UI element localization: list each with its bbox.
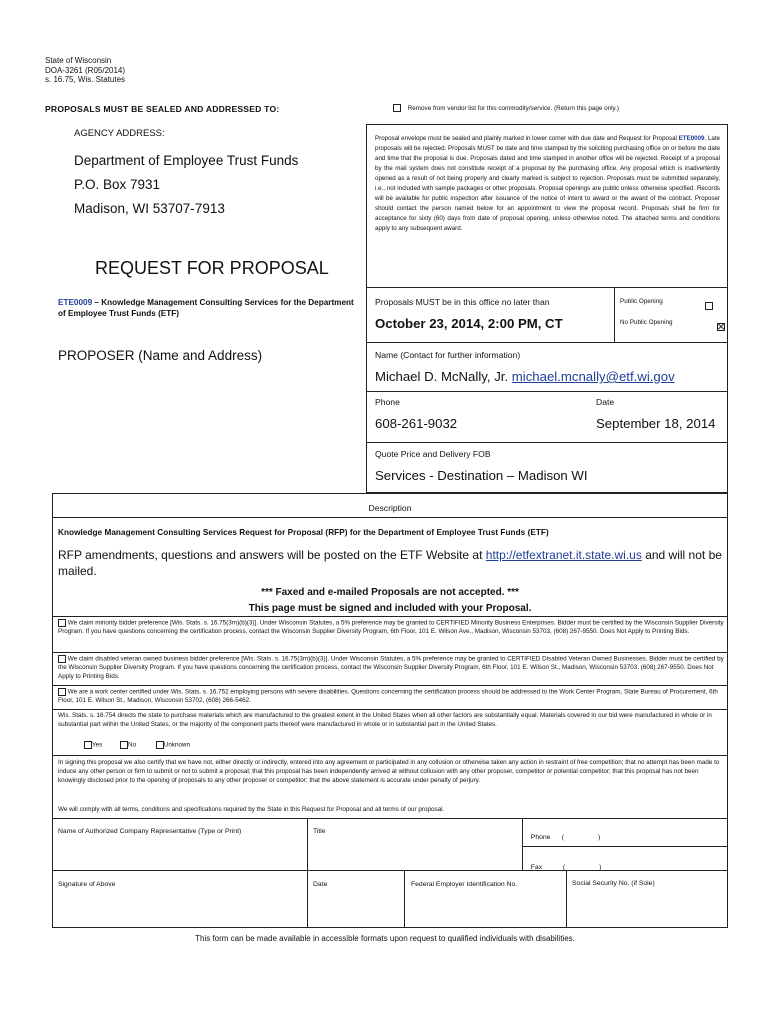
deadline-label: Proposals MUST be in this office no later than [375, 297, 550, 307]
unknown-checkbox[interactable] [156, 741, 164, 749]
phone-label: Phone [375, 397, 400, 407]
manufactured-options [84, 741, 190, 750]
description-title: Knowledge Management Consulting Services Request for Proposal (RFP) for the Department of Employee Trust Funds (ETF) [58, 528, 549, 537]
remove-vendor-label: Remove from vendor list for this commodity/service. (Return this page only.) [407, 104, 620, 112]
veteran-preference-checkbox[interactable] [58, 655, 66, 663]
unknown-label: Unknown [163, 741, 191, 749]
form-number: DOA-3261 (R05/2014) [45, 65, 126, 75]
contact-label: Name (Contact for further information) [375, 350, 521, 360]
ssn-label: Social Security No. (if Sole) [572, 880, 655, 887]
work-center-text: We are a work center certified under Wis. Stats. s. 16.752 employing persons with severe disabilities. Questions concerning the certification process should be addressed to the Work Center Program, State Bureau of Procurement, 6th Floor, 101 E. Wilson St., Madison, Wisconsin 53702, (608) 266-5462. [58, 688, 718, 705]
signature-notice: This page must be signed and included with your Proposal. [248, 603, 532, 614]
form-header [45, 56, 245, 85]
contact-email-link[interactable]: michael.mcnally@etf.wi.gov [511, 369, 675, 384]
certification-text: In signing this proposal we also certify that we have not, either directly or indirectly, entered into any agreement or participated in any collusion or otherwise taken any action in restraint of free competition; that no attempt has been made to induce any other person or firm to submit or not to submit a proposal; that this proposal has been independently arrived at without collusion with any other proposer, competitor or potential competitor; that this proposal has not been knowingly disclosed prior to the opening of proposals to any other proposer or competitor; that the above statement is accurate under penalty of perjury. [58, 759, 720, 784]
work-center-checkbox[interactable] [58, 688, 66, 696]
phone-field[interactable] [527, 825, 600, 843]
agency-city: Madison, WI 53707-7913 [74, 201, 225, 216]
project-name: – Knowledge Management Consulting Services for the Department of Employee Trust Funds (ETF) [58, 298, 354, 318]
work-center [58, 688, 724, 706]
no-public-opening-label: No Public Opening [620, 319, 673, 326]
minority-preference-text: We claim minority bidder preference [Wis. Stats. s. 16.75(3m)(b)(3)]. Under Wisconsin Statutes, a 5% preference may be granted to CERTIFIED Minority Business Enterprises. Bidder must be certified by the Wisconsin Supplier Diversity Program. If you have questions concerning the certification process, contact the Wisconsin Supplier Diversity Program, 6th Floor, 101 E. Wilson Ave., Madison, Wisconsin 53703, (608) 267-9550. Does Not Apply to Printing Bids. [58, 619, 724, 636]
yes-checkbox[interactable] [84, 741, 92, 749]
sealed-heading: PROPOSALS MUST BE SEALED AND ADDRESSED TO: [45, 104, 280, 114]
contact-info [375, 369, 675, 384]
no-public-opening-checkbox[interactable] [717, 323, 725, 331]
fax-field[interactable] [527, 855, 601, 873]
description-label: Description [368, 503, 412, 513]
etf-website-link[interactable]: http://etfextranet.it.state.wi.us [485, 548, 642, 562]
public-opening-label: Public Opening [620, 298, 663, 305]
sig-date-label: Date [313, 881, 328, 888]
deadline-value: October 23, 2014, 2:00 PM, CT [375, 316, 563, 331]
amendments-notice: RFP amendments, questions and answers will be posted on the ETF Website at http://etfextranet.it.state.wi.us and will not be mailed. [58, 548, 722, 578]
agency-address-label: AGENCY ADDRESS: [74, 128, 165, 139]
agency-name: Department of Employee Trust Funds [74, 153, 299, 168]
public-opening-checkbox[interactable] [705, 302, 713, 310]
project-id: ETE0009 [58, 298, 93, 307]
issue-date: September 18, 2014 [596, 416, 716, 431]
no-label: No [128, 741, 137, 749]
page-title: REQUEST FOR PROPOSAL [95, 258, 329, 278]
yes-label: Yes [92, 741, 103, 749]
no-checkbox[interactable] [120, 741, 128, 749]
remove-vendor-checkbox[interactable] [393, 104, 401, 112]
manufactured-in-us: Wis. Stats. s. 16.754 directs the state to purchase materials which are manufactured to the greatest extent in the United States when all other factors are substantially equal. Materials covered in our bid were manufactured in whole or in substantial part within the United States, or the majority of the component parts thereof were manufactured in whole or in substantial part in the United States. [58, 712, 712, 728]
quote-value: Services - Destination – Madison WI [375, 468, 588, 483]
proposer-label: PROPOSER (Name and Address) [58, 348, 263, 363]
minority-preference-checkbox[interactable] [58, 619, 66, 627]
sig-fax-value: ( ) [562, 863, 602, 871]
date-label: Date [596, 397, 615, 407]
contact-name: Michael D. McNally, Jr. [375, 369, 512, 384]
veteran-preference-text: We claim disabled veteran owned business bidder preference [Wis. Stats. s. 16.75(3m)(b)(3)]. Under Wisconsin Statutes, a 5% preference may be granted to CERTIFIED Disabled Veteran Owned Businesses. Bidder must be certified by the Wisconsin Supplier Diversity Program. If you have questions concerning the certification process, contact the Wisconsin Supplier Diversity Program, 6th Floor, 101 E. Wilson St., Madison, Wisconsin 53703, (608) 267-9550. Does Not Apply to Printing Bids. [58, 655, 724, 681]
signature-label: Signature of Above [58, 881, 116, 888]
quote-label: Quote Price and Delivery FOB [375, 449, 491, 459]
submission-instructions: Proposal envelope must be sealed and plainly marked in lower corner with due date and Request for Proposal ETE0009. Late proposals will be rejected. Proposals MUST be date and time stamped by the soliciting purchasing office on or before the date and time that the proposal is due. Proposals dated and time stamped in another office will be rejected. Receipt of a proposal by the mail system does not constitute receipt of a proposal by the purchasing office. Any proposal which is inadvertently opened as a result of not being properly and clearly marked is subject to rejection. Proposals must be submitted separately, i.e., not included with sample packages or other proposals. Proposal openings are public unless otherwise specified. Records will be available for public inspection after issuance of the notice of intent to award or the award of the contract. Proposer should contact the person named below for an appointment to view the proposal record. Proposals shall be firm for acceptance for sixty (60) days from date of proposal opening, unless otherwise noted. The attached terms and conditions apply to any subsequent award. [375, 135, 721, 232]
contact-phone: 608-261-9032 [375, 416, 458, 431]
title-label: Title [313, 828, 326, 835]
remove-vendor-option[interactable] [393, 104, 619, 113]
agency-address [74, 149, 298, 221]
accessibility-footer: This form can be made available in accessible formats upon request to qualified individuals with disabilities. [195, 934, 575, 943]
rep-name-field[interactable] [307, 818, 522, 870]
fax-email-notice: *** Faxed and e-mailed Proposals are not accepted. *** [261, 587, 519, 598]
sig-fax-label: Fax [530, 863, 543, 871]
instructions-project-id: ETE0009 [678, 135, 705, 142]
state-name: State of Wisconsin [45, 56, 112, 65]
project-title [58, 297, 358, 319]
minority-preference [58, 619, 724, 637]
fein-label: Federal Employer Identification No. [411, 881, 518, 888]
compliance-statement: We will comply with all terms, conditions and specifications required by the State in this Request for Proposal and all terms of our proposal. [58, 806, 445, 813]
agency-po-box: P.O. Box 7931 [74, 177, 161, 192]
veteran-preference [58, 655, 724, 682]
statute-ref: s. 16.75, Wis. Statutes [45, 75, 126, 85]
sig-phone-label: Phone [530, 833, 551, 841]
sig-phone-value: ( ) [561, 833, 601, 841]
rep-name-label: Name of Authorized Company Representative (Type or Print) [58, 828, 242, 835]
